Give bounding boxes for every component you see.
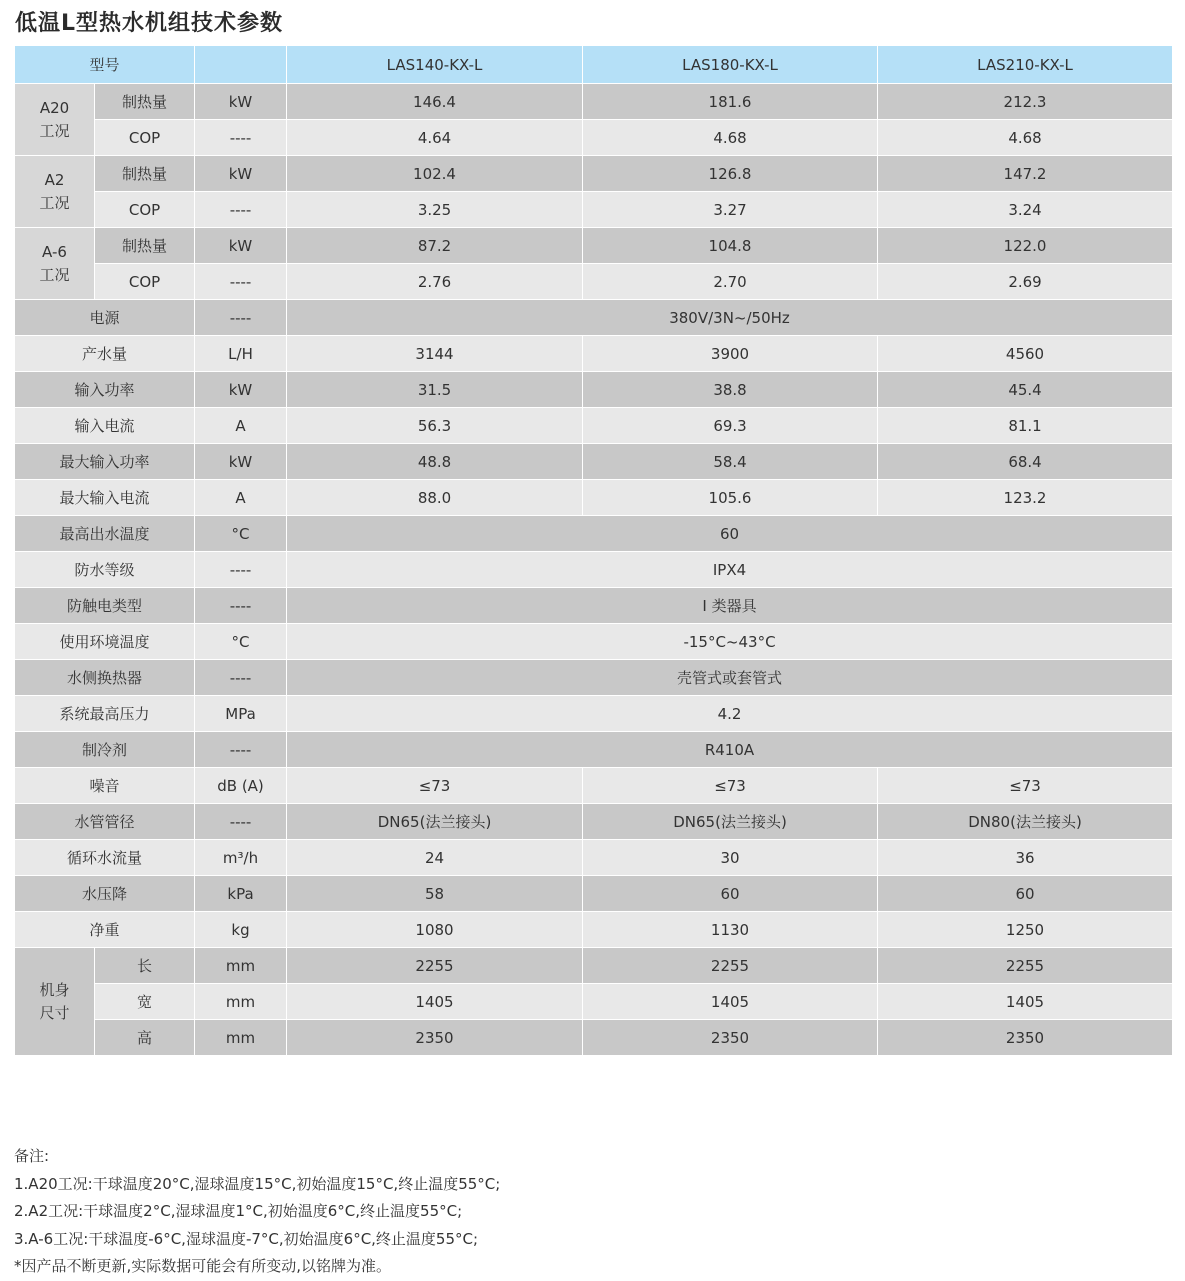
table-row xyxy=(15,120,1173,156)
unit-cell: kW xyxy=(195,156,287,192)
row-label-cell: 宽 xyxy=(95,984,195,1020)
row-label-cell: COP xyxy=(95,192,195,228)
shared-value-cell: 壳管式或套管式 xyxy=(287,660,1173,696)
note-line: 1.A20工况:干球温度20°C,湿球温度15°C,初始温度15°C,终止温度55°C; xyxy=(14,1174,501,1193)
page-title: 低温L型热水机组技术参数 xyxy=(15,11,284,36)
row-label-cell: 防触电类型 xyxy=(15,588,195,624)
table-row xyxy=(15,156,1173,192)
value-cell: 212.3 xyxy=(878,84,1173,120)
notes-section xyxy=(14,1143,500,1281)
value-cell: 3.24 xyxy=(878,192,1173,228)
row-label-cell: 噪音 xyxy=(15,768,195,804)
value-cell: ≤73 xyxy=(878,768,1173,804)
row-label-cell: 制热量 xyxy=(95,228,195,264)
unit-cell: ---- xyxy=(195,588,287,624)
table-row xyxy=(15,912,1173,948)
value-cell: 147.2 xyxy=(878,156,1173,192)
row-label-cell: 输入电流 xyxy=(15,408,195,444)
value-cell: 69.3 xyxy=(583,408,878,444)
table-row xyxy=(15,480,1173,516)
value-cell: 3144 xyxy=(287,336,583,372)
value-cell: 1250 xyxy=(878,912,1173,948)
table-row xyxy=(15,84,1173,120)
row-label-cell: 系统最高压力 xyxy=(15,696,195,732)
value-cell: 4.68 xyxy=(583,120,878,156)
value-cell: 56.3 xyxy=(287,408,583,444)
table-row xyxy=(15,804,1173,840)
value-cell: 36 xyxy=(878,840,1173,876)
unit-cell: ---- xyxy=(195,732,287,768)
model-name-cell: LAS180-KX-L xyxy=(583,46,878,84)
value-cell: 60 xyxy=(583,876,878,912)
table-row xyxy=(15,552,1173,588)
unit-cell: kW xyxy=(195,444,287,480)
unit-cell: dB (A) xyxy=(195,768,287,804)
unit-cell: ---- xyxy=(195,300,287,336)
table-row xyxy=(15,336,1173,372)
value-cell: 1405 xyxy=(583,984,878,1020)
value-cell: 105.6 xyxy=(583,480,878,516)
row-label-cell: 最高出水温度 xyxy=(15,516,195,552)
row-label-cell: 水管管径 xyxy=(15,804,195,840)
note-line: 2.A2工况:干球温度2°C,湿球温度1°C,初始温度6°C,终止温度55°C; xyxy=(14,1202,463,1220)
row-label-cell: 水侧换热器 xyxy=(15,660,195,696)
row-label-cell: 高 xyxy=(95,1020,195,1056)
row-label-cell: 最大输入功率 xyxy=(15,444,195,480)
table-row xyxy=(15,1020,1173,1056)
value-cell: 126.8 xyxy=(583,156,878,192)
unit-cell: A xyxy=(195,480,287,516)
row-label-cell: 制冷剂 xyxy=(15,732,195,768)
value-cell: 2255 xyxy=(878,948,1173,984)
table-row xyxy=(15,300,1173,336)
row-label-cell: COP xyxy=(95,264,195,300)
value-cell: 104.8 xyxy=(583,228,878,264)
value-cell: 45.4 xyxy=(878,372,1173,408)
shared-value-cell: R410A xyxy=(287,732,1173,768)
table-row xyxy=(15,228,1173,264)
shared-value-cell: 380V/3N~/50Hz xyxy=(287,300,1173,336)
model-label-cell: 型号 xyxy=(15,46,195,84)
table-row xyxy=(15,624,1173,660)
value-cell: 102.4 xyxy=(287,156,583,192)
value-cell: 2255 xyxy=(583,948,878,984)
group-label-cell: A-6 工况 xyxy=(15,228,95,300)
shared-value-cell: IPX4 xyxy=(287,552,1173,588)
unit-cell: kg xyxy=(195,912,287,948)
unit-cell: L/H xyxy=(195,336,287,372)
table-row xyxy=(15,444,1173,480)
value-cell: DN80(法兰接头) xyxy=(878,804,1173,840)
unit-cell: ---- xyxy=(195,552,287,588)
value-cell: 1130 xyxy=(583,912,878,948)
shared-value-cell: I 类器具 xyxy=(287,588,1173,624)
unit-cell: kW xyxy=(195,84,287,120)
value-cell: 4560 xyxy=(878,336,1173,372)
row-label-cell: 长 xyxy=(95,948,195,984)
table-row xyxy=(15,948,1173,984)
row-label-cell: 制热量 xyxy=(95,156,195,192)
value-cell: 24 xyxy=(287,840,583,876)
note-line: 3.A-6工况:干球温度-6°C,湿球温度-7°C,初始温度6°C,终止温度55°C; xyxy=(14,1229,479,1248)
unit-cell: mm xyxy=(195,1020,287,1056)
table-row xyxy=(15,192,1173,228)
value-cell: 31.5 xyxy=(287,372,583,408)
row-label-cell: 电源 xyxy=(15,300,195,336)
unit-cell: kPa xyxy=(195,876,287,912)
value-cell: DN65(法兰接头) xyxy=(287,804,583,840)
table-row xyxy=(15,372,1173,408)
value-cell: 4.64 xyxy=(287,120,583,156)
unit-cell: °C xyxy=(195,516,287,552)
table-row xyxy=(15,264,1173,300)
table-row xyxy=(15,516,1173,552)
value-cell: 2350 xyxy=(583,1020,878,1056)
value-cell: ≤73 xyxy=(287,768,583,804)
header-unit-cell xyxy=(195,46,287,84)
value-cell: 3.25 xyxy=(287,192,583,228)
header-row xyxy=(15,46,1173,84)
row-label-cell: 输入功率 xyxy=(15,372,195,408)
value-cell: 1405 xyxy=(878,984,1173,1020)
value-cell: 58 xyxy=(287,876,583,912)
value-cell: 2.70 xyxy=(583,264,878,300)
value-cell: ≤73 xyxy=(583,768,878,804)
notes-heading: 备注: xyxy=(14,1147,50,1165)
row-label-cell: COP xyxy=(95,120,195,156)
note-line: *因产品不断更新,实际数据可能会有所变动,以铭牌为准。 xyxy=(14,1257,392,1275)
group-label-cell: A2 工况 xyxy=(15,156,95,228)
row-label-cell: 最大输入电流 xyxy=(15,480,195,516)
table-row xyxy=(15,984,1173,1020)
row-label-cell: 循环水流量 xyxy=(15,840,195,876)
table-row xyxy=(15,660,1173,696)
value-cell: 181.6 xyxy=(583,84,878,120)
value-cell: 2.76 xyxy=(287,264,583,300)
table-row xyxy=(15,696,1173,732)
value-cell: 68.4 xyxy=(878,444,1173,480)
value-cell: 48.8 xyxy=(287,444,583,480)
unit-cell: MPa xyxy=(195,696,287,732)
value-cell: 58.4 xyxy=(583,444,878,480)
value-cell: 3.27 xyxy=(583,192,878,228)
table-row xyxy=(15,768,1173,804)
table-row xyxy=(15,732,1173,768)
unit-cell: kW xyxy=(195,228,287,264)
row-label-cell: 水压降 xyxy=(15,876,195,912)
shared-value-cell: 60 xyxy=(287,516,1173,552)
row-label-cell: 使用环境温度 xyxy=(15,624,195,660)
unit-cell: ---- xyxy=(195,660,287,696)
table-row xyxy=(15,876,1173,912)
unit-cell: kW xyxy=(195,372,287,408)
value-cell: 60 xyxy=(878,876,1173,912)
unit-cell: °C xyxy=(195,624,287,660)
value-cell: 146.4 xyxy=(287,84,583,120)
row-label-cell: 制热量 xyxy=(95,84,195,120)
value-cell: 38.8 xyxy=(583,372,878,408)
spec-table xyxy=(14,45,1173,1056)
table-row xyxy=(15,588,1173,624)
value-cell: 4.68 xyxy=(878,120,1173,156)
shared-value-cell: -15°C~43°C xyxy=(287,624,1173,660)
unit-cell: ---- xyxy=(195,264,287,300)
unit-cell: ---- xyxy=(195,192,287,228)
model-name-cell: LAS210-KX-L xyxy=(878,46,1173,84)
unit-cell: mm xyxy=(195,984,287,1020)
unit-cell: ---- xyxy=(195,804,287,840)
row-label-cell: 产水量 xyxy=(15,336,195,372)
value-cell: 1080 xyxy=(287,912,583,948)
spec-table-body xyxy=(15,46,1173,1056)
value-cell: 87.2 xyxy=(287,228,583,264)
unit-cell: mm xyxy=(195,948,287,984)
table-row xyxy=(15,408,1173,444)
row-label-cell: 防水等级 xyxy=(15,552,195,588)
value-cell: DN65(法兰接头) xyxy=(583,804,878,840)
shared-value-cell: 4.2 xyxy=(287,696,1173,732)
table-row xyxy=(15,840,1173,876)
value-cell: 2350 xyxy=(878,1020,1173,1056)
value-cell: 123.2 xyxy=(878,480,1173,516)
unit-cell: A xyxy=(195,408,287,444)
value-cell: 30 xyxy=(583,840,878,876)
value-cell: 2255 xyxy=(287,948,583,984)
unit-cell: m³/h xyxy=(195,840,287,876)
value-cell: 81.1 xyxy=(878,408,1173,444)
model-name-cell: LAS140-KX-L xyxy=(287,46,583,84)
unit-cell: ---- xyxy=(195,120,287,156)
group-label-cell: 机身 尺寸 xyxy=(15,948,95,1056)
value-cell: 3900 xyxy=(583,336,878,372)
value-cell: 2.69 xyxy=(878,264,1173,300)
row-label-cell: 净重 xyxy=(15,912,195,948)
value-cell: 88.0 xyxy=(287,480,583,516)
group-label-cell: A20 工况 xyxy=(15,84,95,156)
value-cell: 122.0 xyxy=(878,228,1173,264)
value-cell: 2350 xyxy=(287,1020,583,1056)
value-cell: 1405 xyxy=(287,984,583,1020)
